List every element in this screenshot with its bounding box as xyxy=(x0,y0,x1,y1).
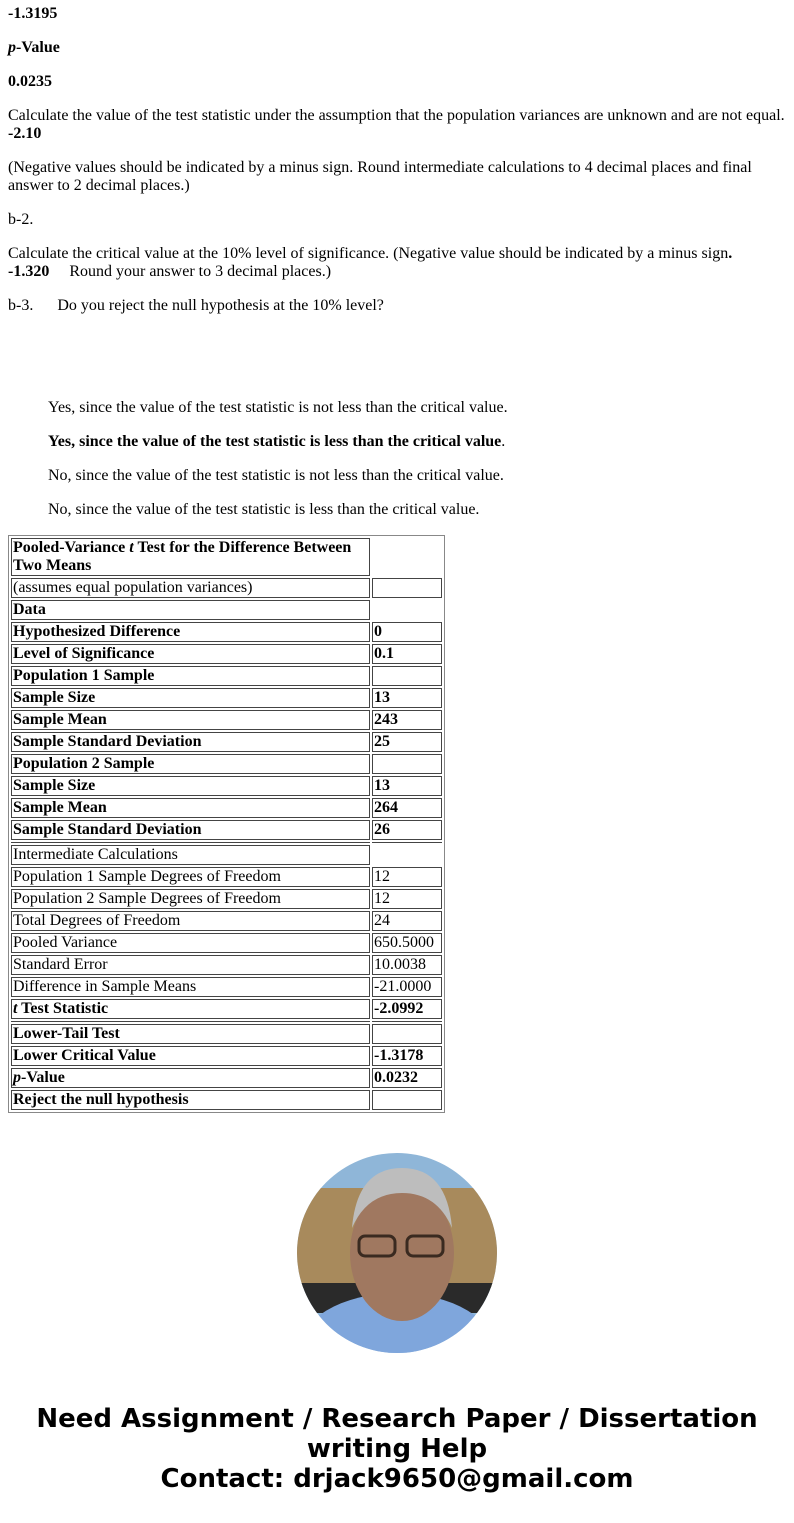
question-b2 xyxy=(8,245,788,281)
row-label-text: Difference in Sample Means xyxy=(13,978,197,995)
row-label xyxy=(11,666,370,686)
row-label xyxy=(11,644,370,664)
separator-cell xyxy=(11,1021,370,1022)
table-row xyxy=(11,732,442,752)
table-row xyxy=(11,955,442,975)
answer-option-4[interactable]: No, since the value of the test statistic is less than the critical value. xyxy=(48,501,480,518)
row-label xyxy=(11,776,370,796)
row-label xyxy=(11,867,370,887)
row-label-text: Standard Error xyxy=(13,956,108,973)
table-row xyxy=(11,776,442,796)
row-value: -21.0000 xyxy=(372,977,442,997)
row-label-text: Test Statistic xyxy=(17,1000,109,1017)
table-row xyxy=(11,688,442,708)
table-title: Pooled-Variance t Test for the Difference Between Two Means xyxy=(11,538,370,576)
table-row xyxy=(11,1046,442,1066)
row-value: 0.0232 xyxy=(372,1068,442,1088)
row-label-text: Population 2 Sample Degrees of Freedom xyxy=(13,890,281,907)
table-row xyxy=(11,1090,442,1110)
table-separator xyxy=(11,842,442,843)
row-label xyxy=(11,955,370,975)
row-label-text: Level of Significance xyxy=(13,645,155,662)
row-label xyxy=(11,977,370,997)
author-photo xyxy=(297,1153,497,1353)
pvalue-label: -Value xyxy=(16,39,60,56)
table-row xyxy=(11,578,442,598)
answer-option-2-suffix: . xyxy=(501,433,506,450)
row-label-text: Lower Critical Value xyxy=(13,1047,156,1064)
table-row xyxy=(11,644,442,664)
footer-contact: Contact: drjack9650@gmail.com xyxy=(160,1464,634,1494)
table-title-row xyxy=(11,538,442,576)
table-row xyxy=(11,820,442,840)
row-label-text: Sample Mean xyxy=(13,711,107,728)
pvalue-italic: p xyxy=(8,39,16,56)
critical-value-previous: -1.3195 xyxy=(8,5,58,22)
question-b1-text: Calculate the value of the test statistic under the assumption that the population variances are unknown and are not equal. xyxy=(8,107,785,124)
table-row xyxy=(11,622,442,642)
row-label-text: Reject the null hypothesis xyxy=(13,1091,189,1108)
question-b2-dot: . xyxy=(728,245,733,262)
row-label-text: Population 2 Sample xyxy=(13,755,155,772)
table-row xyxy=(11,666,442,686)
row-value: -1.3178 xyxy=(372,1046,442,1066)
row-value xyxy=(372,578,442,598)
row-label xyxy=(11,1090,370,1110)
row-label-text: Sample Size xyxy=(13,689,96,706)
table-row xyxy=(11,999,442,1019)
row-label-text: -Value xyxy=(21,1069,65,1086)
question-b3-text: Do you reject the null hypothesis at the 10% level? xyxy=(57,297,384,314)
pvalue-heading xyxy=(8,39,788,57)
row-label-text: Total Degrees of Freedom xyxy=(13,912,181,929)
footer-line-1: Need Assignment / Research Paper / Dissertation writing Help xyxy=(36,1404,758,1464)
row-value xyxy=(372,845,442,865)
document-body xyxy=(8,5,788,1113)
row-value: 10.0038 xyxy=(372,955,442,975)
question-b2-text: Calculate the critical value at the 10% level of significance. (Negative value should be indicated by a minus sign xyxy=(8,245,729,262)
row-label-italic: p xyxy=(13,1069,21,1086)
row-value: 243 xyxy=(372,710,442,730)
row-label xyxy=(11,798,370,818)
row-value: 25 xyxy=(372,732,442,752)
answer-b1: -2.10 xyxy=(8,125,42,142)
row-label xyxy=(11,933,370,953)
row-label xyxy=(11,1046,370,1066)
row-value: 264 xyxy=(372,798,442,818)
table-row xyxy=(11,977,442,997)
row-value: 26 xyxy=(372,820,442,840)
portrait-image xyxy=(297,1153,497,1353)
question-b1 xyxy=(8,107,788,143)
row-label xyxy=(11,578,370,598)
row-value xyxy=(372,600,442,620)
separator-cell xyxy=(372,1021,442,1022)
table-row xyxy=(11,911,442,931)
table-row xyxy=(11,600,442,620)
row-label-text: Data xyxy=(13,601,46,618)
row-label xyxy=(11,688,370,708)
table-row xyxy=(11,798,442,818)
row-value: 24 xyxy=(372,911,442,931)
row-value: 13 xyxy=(372,688,442,708)
row-label-text: Hypothesized Difference xyxy=(13,623,181,640)
row-label xyxy=(11,622,370,642)
pvalue-value: 0.0235 xyxy=(8,73,52,90)
row-value xyxy=(372,1024,442,1044)
row-label xyxy=(11,820,370,840)
note-b1: (Negative values should be indicated by a minus sign. Round intermediate calculations to 4 decimal places and final answer to 2 decimal places.) xyxy=(8,159,752,194)
answer-option-3[interactable]: No, since the value of the test statistic is not less than the critical value. xyxy=(48,467,504,484)
row-value xyxy=(372,754,442,774)
note-b2: Round your answer to 3 decimal places.) xyxy=(69,263,332,280)
table-row xyxy=(11,710,442,730)
row-label-text: Population 1 Sample xyxy=(13,667,155,684)
table-row xyxy=(11,1068,442,1088)
table-row xyxy=(11,933,442,953)
row-label xyxy=(11,732,370,752)
row-label xyxy=(11,754,370,774)
answer-option-2-text: Yes, since the value of the test statistic is less than the critical value xyxy=(48,433,502,450)
table-row xyxy=(11,867,442,887)
row-value: 12 xyxy=(372,889,442,909)
label-b2: b-2. xyxy=(8,211,34,228)
row-value xyxy=(372,666,442,686)
question-b3 xyxy=(8,297,788,315)
table-row xyxy=(11,1024,442,1044)
row-value: 650.5000 xyxy=(372,933,442,953)
row-value: -2.0992 xyxy=(372,999,442,1019)
row-label-text: Sample Standard Deviation xyxy=(13,733,202,750)
row-value: 13 xyxy=(372,776,442,796)
label-b3: b-3. xyxy=(8,297,34,314)
row-label-text: Sample Size xyxy=(13,777,96,794)
row-label-text: Pooled Variance xyxy=(13,934,118,951)
separator-cell xyxy=(11,842,370,843)
table-row xyxy=(11,754,442,774)
row-label-text: (assumes equal population variances) xyxy=(13,579,253,596)
footer-advert xyxy=(0,1404,794,1494)
row-value: 12 xyxy=(372,867,442,887)
answer-b2: -1.320 xyxy=(8,263,50,280)
row-value: 0 xyxy=(372,622,442,642)
row-label-text: Population 1 Sample Degrees of Freedom xyxy=(13,868,281,885)
row-label-text: Sample Mean xyxy=(13,799,107,816)
row-label xyxy=(11,710,370,730)
row-label-italic: t xyxy=(13,1000,18,1017)
table-row xyxy=(11,889,442,909)
row-label xyxy=(11,1068,370,1088)
table-row xyxy=(11,845,442,865)
row-label-text: Sample Standard Deviation xyxy=(13,821,202,838)
row-label xyxy=(11,845,370,865)
row-value: 0.1 xyxy=(372,644,442,664)
answer-option-2-selected[interactable] xyxy=(48,433,788,451)
row-label xyxy=(11,911,370,931)
answer-option-1[interactable]: Yes, since the value of the test statistic is not less than the critical value. xyxy=(48,399,508,416)
row-label-text: Intermediate Calculations xyxy=(13,846,178,863)
pooled-variance-table xyxy=(8,535,445,1113)
row-label xyxy=(11,600,370,620)
row-label xyxy=(11,1024,370,1044)
separator-cell xyxy=(372,842,442,843)
row-label xyxy=(11,999,370,1019)
table-separator xyxy=(11,1021,442,1022)
row-value xyxy=(372,1090,442,1110)
row-label-text: Lower-Tail Test xyxy=(13,1025,120,1042)
row-label xyxy=(11,889,370,909)
